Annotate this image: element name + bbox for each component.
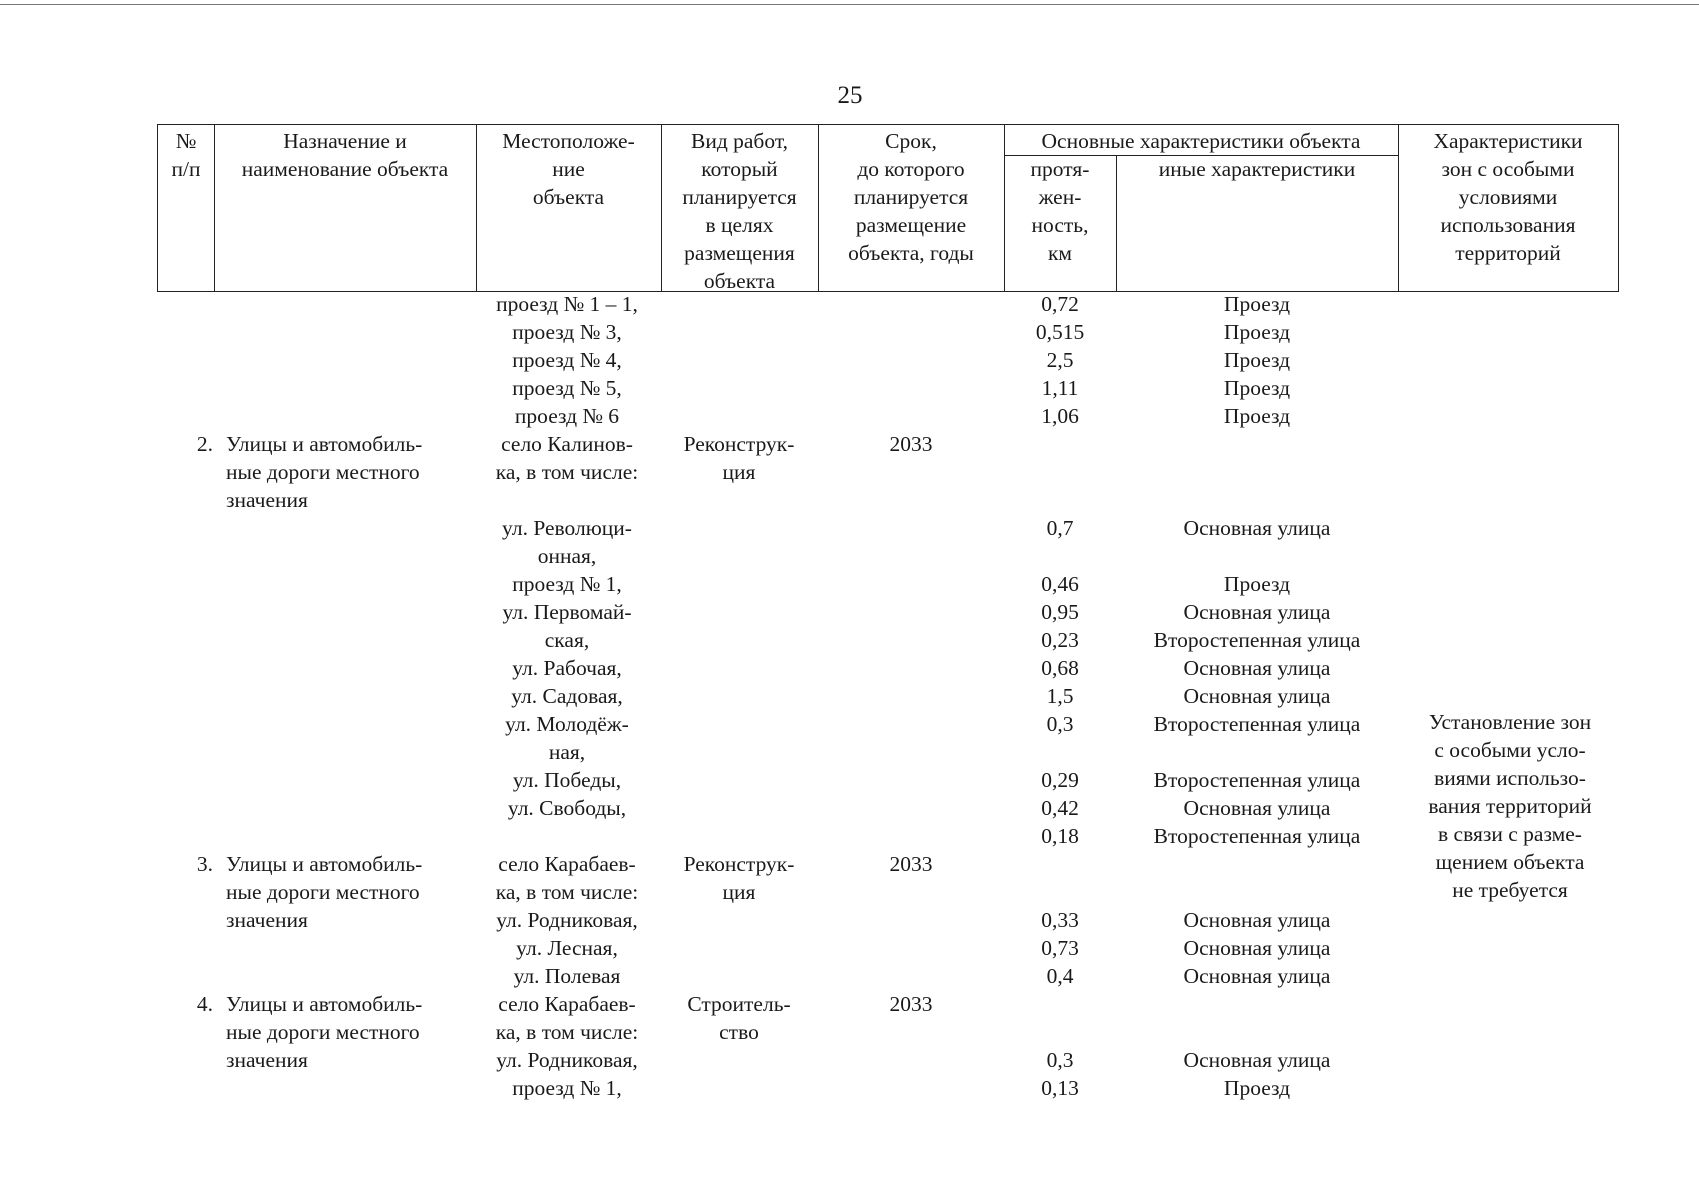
row-object-name: Улицы и автомобиль- ные дороги местного значения bbox=[226, 992, 423, 1072]
row-other-characteristic: Основная улица bbox=[1183, 796, 1331, 820]
row-length-km: 0,23 bbox=[1041, 628, 1079, 652]
header-work: Вид работ, который планируется в целях размещения объекта bbox=[682, 129, 797, 293]
row-length-km: 0,3 bbox=[1046, 712, 1074, 736]
row-other-characteristic: Второстепенная улица bbox=[1153, 824, 1361, 848]
row-other-characteristic: Проезд bbox=[1223, 572, 1291, 596]
header-term: Срок, до которого планируется размещение объекта, годы bbox=[848, 129, 974, 265]
table-header bbox=[157, 124, 1619, 292]
header-location: Местоположе- ние объекта bbox=[502, 129, 635, 209]
row-other-characteristic: Основная улица bbox=[1183, 656, 1331, 680]
row-length-km: 1,5 bbox=[1046, 684, 1074, 708]
row-length-km: 0,515 bbox=[1035, 320, 1085, 344]
row-location: ул. Рабочая, bbox=[512, 656, 622, 680]
row-location: ул. Молодёж- ная, bbox=[505, 712, 629, 764]
row-other-characteristic: Проезд bbox=[1223, 320, 1291, 344]
row-other-characteristic: Основная улица bbox=[1183, 600, 1331, 624]
row-length-km: 1,06 bbox=[1041, 404, 1079, 428]
row-location: ул. Полевая bbox=[513, 964, 621, 988]
row-location: ул. Первомай- ская, bbox=[502, 600, 632, 652]
row-other-characteristic: Проезд bbox=[1223, 348, 1291, 372]
header-length: протя- жен- ность, км bbox=[1030, 157, 1090, 265]
row-location: ул. Родниковая, bbox=[496, 1048, 638, 1072]
row-work-type: Реконструк- ция bbox=[683, 432, 795, 484]
row-number: 2. bbox=[196, 432, 213, 456]
row-other-characteristic: Второстепенная улица bbox=[1153, 628, 1361, 652]
row-length-km: 0,29 bbox=[1041, 768, 1079, 792]
header-name: Назначение и наименование объекта bbox=[241, 129, 449, 181]
row-location: ул. Лесная, bbox=[516, 936, 618, 960]
row-other-characteristic: Основная улица bbox=[1183, 908, 1331, 932]
row-other-characteristic: Основная улица bbox=[1183, 936, 1331, 960]
row-length-km: 0,46 bbox=[1041, 572, 1079, 596]
header-other: иные характеристики bbox=[1158, 157, 1356, 181]
row-term-year: 2033 bbox=[889, 992, 933, 1016]
row-length-km: 0,18 bbox=[1041, 824, 1079, 848]
row-other-characteristic: Проезд bbox=[1223, 376, 1291, 400]
row-other-characteristic: Второстепенная улица bbox=[1153, 768, 1361, 792]
row-other-characteristic: Основная улица bbox=[1183, 684, 1331, 708]
row-length-km: 0,95 bbox=[1041, 600, 1079, 624]
row-location: село Карабаев- ка, в том числе: bbox=[495, 992, 639, 1044]
row-work-type: Строитель- ство bbox=[687, 992, 791, 1044]
row-length-km: 0,33 bbox=[1041, 908, 1079, 932]
row-location: проезд № 1, bbox=[512, 572, 622, 596]
row-location: проезд № 4, bbox=[512, 348, 622, 372]
row-length-km: 0,7 bbox=[1046, 516, 1074, 540]
row-object-name: Улицы и автомобиль- ные дороги местного значения bbox=[226, 852, 423, 932]
row-length-km: 0,3 bbox=[1046, 1048, 1074, 1072]
row-number: 3. bbox=[196, 852, 213, 876]
row-location: проезд № 1, bbox=[512, 1076, 622, 1100]
row-term-year: 2033 bbox=[889, 852, 933, 876]
row-length-km: 0,72 bbox=[1041, 292, 1079, 316]
row-location: село Калинов- ка, в том числе: bbox=[495, 432, 639, 484]
row-other-characteristic: Проезд bbox=[1223, 292, 1291, 316]
header-num: № п/п bbox=[171, 129, 201, 181]
row-location: проезд № 6 bbox=[514, 404, 620, 428]
row-location: ул. Революци- онная, bbox=[502, 516, 632, 568]
row-location: село Карабаев- ка, в том числе: bbox=[495, 852, 639, 904]
row-length-km: 0,13 bbox=[1041, 1076, 1079, 1100]
row-location: ул. Победы, bbox=[512, 768, 622, 792]
row-object-name: Улицы и автомобиль- ные дороги местного значения bbox=[226, 432, 423, 512]
row-location: проезд № 3, bbox=[512, 320, 622, 344]
row-location: ул. Свободы, bbox=[507, 796, 627, 820]
row-location: ул. Родниковая, bbox=[496, 908, 638, 932]
row-length-km: 2,5 bbox=[1046, 348, 1074, 372]
header-main-characteristics: Основные характеристики объекта bbox=[1041, 129, 1361, 153]
row-length-km: 0,68 bbox=[1041, 656, 1079, 680]
row-number: 4. bbox=[196, 992, 213, 1016]
header-zones: Характеристики зон с особыми условиями использования территорий bbox=[1433, 129, 1583, 265]
row-other-characteristic: Основная улица bbox=[1183, 516, 1331, 540]
row-other-characteristic: Второстепенная улица bbox=[1153, 712, 1361, 736]
row-length-km: 0,42 bbox=[1041, 796, 1079, 820]
row-length-km: 0,4 bbox=[1046, 964, 1074, 988]
page-number: 25 bbox=[837, 82, 863, 109]
row-other-characteristic: Основная улица bbox=[1183, 1048, 1331, 1072]
row-location: ул. Садовая, bbox=[511, 684, 623, 708]
row-other-characteristic: Основная улица bbox=[1183, 964, 1331, 988]
row-location: проезд № 1 – 1, bbox=[496, 292, 638, 316]
zones-note: Установление зон с особыми усло- виями использо- вания территорий в связи с разме- щением объекта не требуется bbox=[1428, 710, 1592, 902]
row-other-characteristic: Проезд bbox=[1223, 1076, 1291, 1100]
row-term-year: 2033 bbox=[889, 432, 933, 456]
row-other-characteristic: Проезд bbox=[1223, 404, 1291, 428]
top-rule bbox=[0, 4, 1699, 5]
row-length-km: 1,11 bbox=[1041, 376, 1079, 400]
row-work-type: Реконструк- ция bbox=[683, 852, 795, 904]
row-length-km: 0,73 bbox=[1041, 936, 1079, 960]
row-location: проезд № 5, bbox=[512, 376, 622, 400]
